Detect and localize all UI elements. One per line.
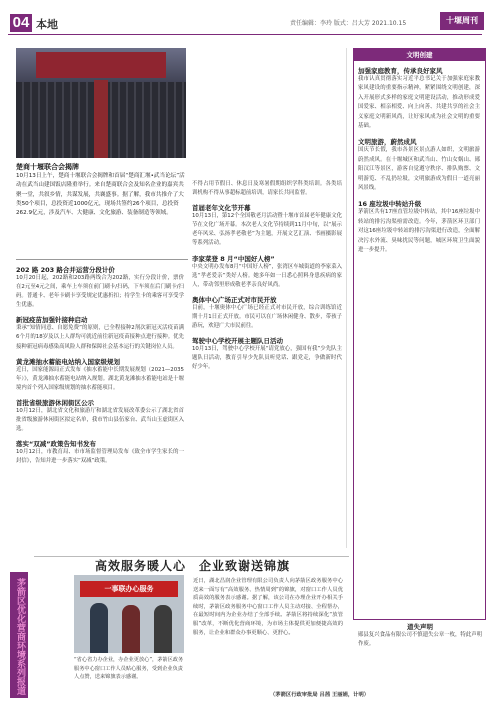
feature-title: 高效服务暖人心 企业致谢送锦旗 bbox=[95, 559, 291, 573]
photo-banner: 一事联办心服务 bbox=[80, 581, 178, 597]
section-title: 本地 bbox=[36, 18, 58, 31]
page-number: 04 bbox=[10, 14, 32, 32]
news-body: 中央文明办发布8月“中国好人榜”，张湾区车城街道的李家菜入选“孝老爱亲”类好人榜。她多年如一日悉心照料身患疾病的家人，带动邻里形成敬老孝亲良好风尚。 bbox=[192, 263, 342, 288]
editor-info: 责任编辑：李玲 版式：吕大芳 2021.10.15 bbox=[290, 20, 407, 27]
news-title: 首届老年文化节开幕 bbox=[192, 204, 251, 213]
award-photo bbox=[74, 575, 184, 653]
news-column-left bbox=[16, 265, 184, 466]
sidebar-title: 文明旅游，蔚然成风 bbox=[358, 138, 417, 147]
divider bbox=[16, 259, 188, 260]
photo-caption: “省心省力办企业，办企业更放心”，茅箭区政务服务中心窗口工作人员贴心服务，受到企业负责人点赞，送来锦旗表示感谢。 bbox=[74, 657, 184, 681]
notice-title: 道失声明 bbox=[407, 623, 433, 631]
news-body: 近日，国家能源局正式发布《抽水蓄能中长期发展规划（2021—2035年）》，黄龙滩抽水蓄能电站纳入规划。湖北黄龙滩抽水蓄能电站是十堰境内首个列入国家级规划的抽水蓄能项目。 bbox=[16, 366, 184, 391]
news-title: 首批省级旅游休闲街区公示 bbox=[16, 398, 94, 407]
news-title: 李家菜登 8 月“中国好人榜” bbox=[192, 254, 275, 263]
news-title: 落实“双减”政策告知书发布 bbox=[16, 440, 97, 449]
news-body: 10月20日起，202路和203路两线合为202路，实行分段计价，票价在2元至4元之间，乘车上车须在前门刷卡/扫码，下车须在后门刷卡/扫码。普通卡、老年卡刷卡享受规定优惠折扣；持学生卡的乘客可享受学生优惠。 bbox=[16, 275, 184, 309]
sidebar-body: 国庆节长假，我市各景区景点游人如织，文明旅游蔚然成风。在十堰城区和武当山、竹山女娲山、郧阳汉江等景区，游客自觉遵守秩序、排队购票、文明游览、不乱扔垃圾，文明旅游成为假日一道亮丽风景线。 bbox=[358, 147, 480, 192]
newspaper-brand: 十堰周刊 bbox=[440, 12, 484, 30]
news-column-middle bbox=[192, 180, 342, 372]
article-title: 楚商十堰联合会揭牌 bbox=[16, 163, 79, 171]
news-body: 不得占用节假日、休息日及寒暑假期组织学科类培训。各类培训机构不得从事超标超前培训，请家长共同监督。 bbox=[192, 181, 342, 197]
sidebar-title: 16 座垃圾中转站升级 bbox=[358, 200, 422, 209]
sidebar-content bbox=[358, 66, 480, 256]
news-body: 10月12日，湖北省文化和旅游厅和湖北省发展改革委公示了湖北省首批省级旅游休闲街区拟定名单，我市竹山县伍家台、武当山玉虚街区入选。 bbox=[16, 407, 184, 433]
sidebar-body: 茅箭区共有17座直管垃圾中转站，其中16座垃圾中转站的排污沟渠亟需改造。今年，茅箭区环卫部门对这16座垃圾中转站的排污沟渠进行改造，全面解决污水外流、臭味扰民等问题，城区环境卫生面貌进一步提升。 bbox=[358, 209, 480, 254]
news-body: 10月13日，第12个全国敬老月活动暨十堰市首届老年健康文化节在文化广场开幕。本次老人文化节持续到11月中旬，以“展示老年风采、弘扬孝老敬老”为主题，开展文艺汇演、书画摄影展等系列活动。 bbox=[192, 213, 342, 247]
article-body: 10月13日上午，楚商十堰联合会揭牌和首届“楚商汇堰•武当论坛”活动在武当山建国饭店隆重举行。来自楚商联合会及知名企业的嘉宾共聚一堂，共叙乡情，共谋发展，共襄盛事。据了解，我市共推介了大类50个项目，总投资近1000亿元，现场共签约26个项目，总投资262.9亿元，涉及汽车、大健康、文化旅游、装备制造等领域。 bbox=[16, 173, 185, 217]
news-body: 秉承“知情同意、自愿免费”的原则，已全程接种2剂次新冠灭活疫苗满6个月的18岁及以上人群均可就近前往新冠疫苗接种点进行接种。优先接种新冠病毒感染高风险人群和保障社会基本运行的关键岗位人员。 bbox=[16, 325, 184, 350]
feature-credit: （茅箭区行政审批局 吕茜 王丽娟，计明） bbox=[270, 692, 370, 698]
column-divider bbox=[346, 48, 347, 548]
header-divider bbox=[8, 34, 482, 35]
notice-body: 郧县复兴食品有限公司不慎遗失公章一枚，特此声明作废。 bbox=[358, 632, 482, 648]
series-label: 茅箭区优化营商环境系列报道 bbox=[15, 578, 25, 695]
feature-body: 近日，湖北昌润企业管理有限公司负责人向茅箭区政务服务中心送来一面写有“高效服务、热情周到”的锦旗，对窗口工作人员优质高效的服务表示感谢。据了解，该公司在办理企业开办相关手续时，茅箭区政务服务中心窗口工作人员主动对接、全程帮办，在最短时间内为企业办结了全部手续。茅箭区将持续深化“放管服”改革，不断优化营商环境，为市场主体提供更加便捷高效的服务，让企业和群众办事更顺心、更舒心。 bbox=[193, 578, 343, 636]
news-body: 10月12日，市教育局、市市场监督管理局发布《致全市学生家长的一封信》，告知并进一步落实“双减”政策。 bbox=[16, 449, 184, 465]
sidebar-body: 我市认真贯彻落实习近平总书记关于加强家庭家教家风建设的重要指示精神，紧紧围绕文明创建，深入开展形式多样的家庭文明建设活动，推动形成爱国爱家、相亲相爱、向上向善、共建共享的社会主义家庭文明新风尚，让好家风成为社会文明的重要基础。 bbox=[358, 76, 480, 130]
notice bbox=[358, 622, 482, 650]
news-title: 202 路 203 路合并运营分段计价 bbox=[16, 266, 115, 274]
sidebar-title: 加强家庭教育，传承良好家风 bbox=[358, 67, 443, 75]
sidebar-box-header: 文明创建 bbox=[354, 49, 485, 61]
news-title: 新冠疫苗加强针接种启动 bbox=[16, 316, 88, 325]
news-title: 黄龙滩抽水蓄能电站纳入国家级规划 bbox=[16, 357, 120, 366]
news-body: 10月13日，驾驶中心学校开展“请党放心，强国有我”少先队主题队日活动，教育引导少先队员听党话、跟党走，争做新时代好少年。 bbox=[192, 346, 342, 371]
news-title: 奥体中心广场正式对市民开放 bbox=[192, 295, 277, 304]
news-body: 目前，十堰奥体中心广场已经正式对市民开放，综合训练馆近期十月1日正式开放。市民可以在广场休闲健身、散步，带孩子游玩，欢迎广大市民前往。 bbox=[192, 304, 342, 330]
news-title: 驾驶中心学校开展主题队日活动 bbox=[192, 337, 283, 346]
conference-photo bbox=[16, 48, 186, 158]
